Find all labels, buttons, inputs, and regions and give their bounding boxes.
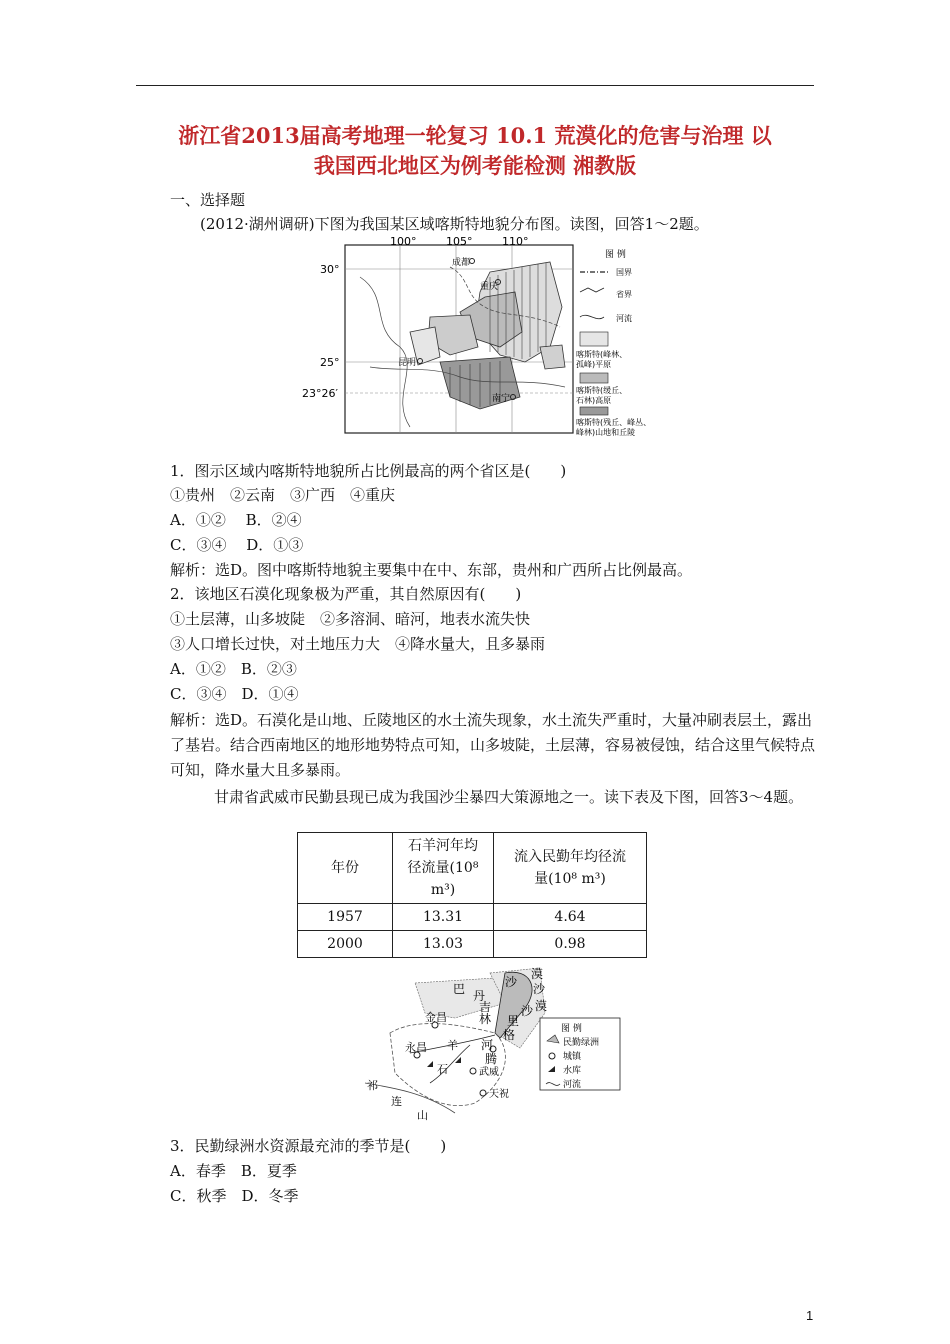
place-label: 金昌 <box>425 1011 447 1024</box>
table-row: 1957 13.31 4.64 <box>298 904 647 931</box>
table-header-year: 年份 <box>298 833 393 904</box>
lat-label: 25° <box>320 356 340 369</box>
place-label: 羊 <box>447 1039 458 1052</box>
lon-label: 100° <box>390 237 417 248</box>
city-label: 南宁 <box>492 394 511 404</box>
q1-stem: 1．图示区域内喀斯特地貌所占比例最高的两个省区是( ) <box>170 462 567 480</box>
q3-options-ab: A．春季 B．夏季 <box>170 1162 297 1180</box>
place-label: 武威 <box>479 1067 499 1078</box>
legend-item: 喀斯特(缓丘、 <box>576 386 628 395</box>
q1-items: ①贵州 ②云南 ③广西 ④重庆 <box>170 486 396 504</box>
legend-title: 图 例 <box>561 1024 582 1034</box>
place-label: 山 <box>417 1109 428 1122</box>
table-header-minqin: 流入民勤年均径流 量(10⁸ m³) <box>494 833 647 904</box>
place-label: 天祝 <box>489 1089 509 1100</box>
table-header-shiyang: 石羊河年均 径流量(10⁸ m³) <box>393 833 494 904</box>
q2-options-ab: A．①② B．②③ <box>170 660 297 678</box>
place-label: 格 <box>503 1028 516 1042</box>
karst-distribution-map <box>300 237 680 437</box>
city-label: 成都 <box>452 258 471 268</box>
minqin-oasis-map <box>355 963 645 1123</box>
place-label: 沙 <box>505 975 518 989</box>
section-heading: 一、选择题 <box>170 191 246 209</box>
q2-analysis: 解析：选D。石漠化是山地、丘陵地区的水土流失现象，水土流失严重时，大量冲刷表层土，露出了基岩。结合西南地区的地形地势特点可知，山多坡陡，土层薄，容易被侵蚀，结合这里气候特点可知，降水量大且多暴雨。 <box>170 711 816 779</box>
legend-item: 喀斯特(残丘、峰丛、 <box>576 418 652 427</box>
place-label: 里 <box>507 1014 520 1028</box>
place-label: 祁 <box>367 1079 378 1092</box>
legend-title: 图 例 <box>605 250 626 260</box>
q2-items-2: ③人口增长过快，对土地压力大 ④降水量大，且多暴雨 <box>170 635 546 653</box>
doc-title-line2: 我国西北地区为例考能检测 湘教版 <box>313 153 637 178</box>
legend-item: 国界 <box>616 268 632 277</box>
city-label: 昆明 <box>398 358 417 368</box>
legend-item: 河流 <box>563 1080 582 1090</box>
q3-options-cd: C．秋季 D．冬季 <box>170 1187 299 1205</box>
place-label: 漠 <box>531 967 544 981</box>
intro-question-3-4: 甘肃省武威市民勤县现已成为我国沙尘暴四大策源地之一。读下表及下图，回答3～4题。 <box>214 788 804 806</box>
place-label: 石 <box>437 1063 448 1076</box>
intro-question-1-2: (2012·湖州调研)下图为我国某区域喀斯特地貌分布图。读图，回答1～2题。 <box>200 215 709 233</box>
place-label: 连 <box>391 1095 402 1108</box>
lon-label: 110° <box>502 237 529 248</box>
legend-item: 喀斯特(峰林、 <box>576 350 628 359</box>
q2-options-cd: C．③④ D．①④ <box>170 685 299 703</box>
place-label: 林 <box>479 1012 492 1026</box>
legend-item: 城镇 <box>563 1052 582 1062</box>
q3-stem: 3．民勤绿洲水资源最充沛的季节是( ) <box>170 1137 447 1155</box>
place-label: 漠 <box>535 999 548 1013</box>
place-label: 巴 <box>453 982 466 996</box>
legend-item: 省界 <box>616 290 632 299</box>
legend-item: 石林)高原 <box>576 396 612 405</box>
place-label: 沙 <box>533 982 546 996</box>
place-label: 沙 <box>521 1004 534 1018</box>
q1-options-cd: C．③④ D．①③ <box>170 536 304 554</box>
legend-item: 水库 <box>563 1066 582 1076</box>
place-label: 河 <box>481 1038 494 1052</box>
q1-analysis: 解析：选D。图中喀斯特地貌主要集中在中、东部，贵州和广西所占比例最高。 <box>170 561 693 579</box>
runoff-table <box>297 832 647 958</box>
legend-item: 河流 <box>616 314 632 323</box>
table-row: 2000 13.03 0.98 <box>298 931 647 958</box>
page-number: 1 <box>806 1308 814 1323</box>
q2-items-1: ①土层薄，山多坡陡 ②多溶洞、暗河，地表水流失快 <box>170 610 531 628</box>
place-label: 丹 <box>473 989 486 1003</box>
city-label: 重庆 <box>480 282 499 292</box>
header-rule <box>136 85 814 86</box>
lon-label: 105° <box>446 237 473 248</box>
place-label: 腾 <box>485 1052 498 1066</box>
legend-item: 孤峰)平原 <box>576 360 612 369</box>
legend-item: 民勤绿洲 <box>563 1038 600 1048</box>
lat-label: 30° <box>320 263 340 276</box>
legend-item: 峰林)山地和丘陵 <box>576 428 636 437</box>
lat-label: 23°26′ <box>302 387 338 400</box>
doc-title-line1: 浙江省2013届高考地理一轮复习 10.1 荒漠化的危害与治理 以 <box>178 123 772 148</box>
place-label: 吉 <box>479 1000 492 1014</box>
q2-stem: 2．该地区石漠化现象极为严重，其自然原因有( ) <box>170 585 522 603</box>
place-label: 永昌 <box>405 1041 427 1054</box>
q1-options-ab: A．①② B．②④ <box>170 511 302 529</box>
